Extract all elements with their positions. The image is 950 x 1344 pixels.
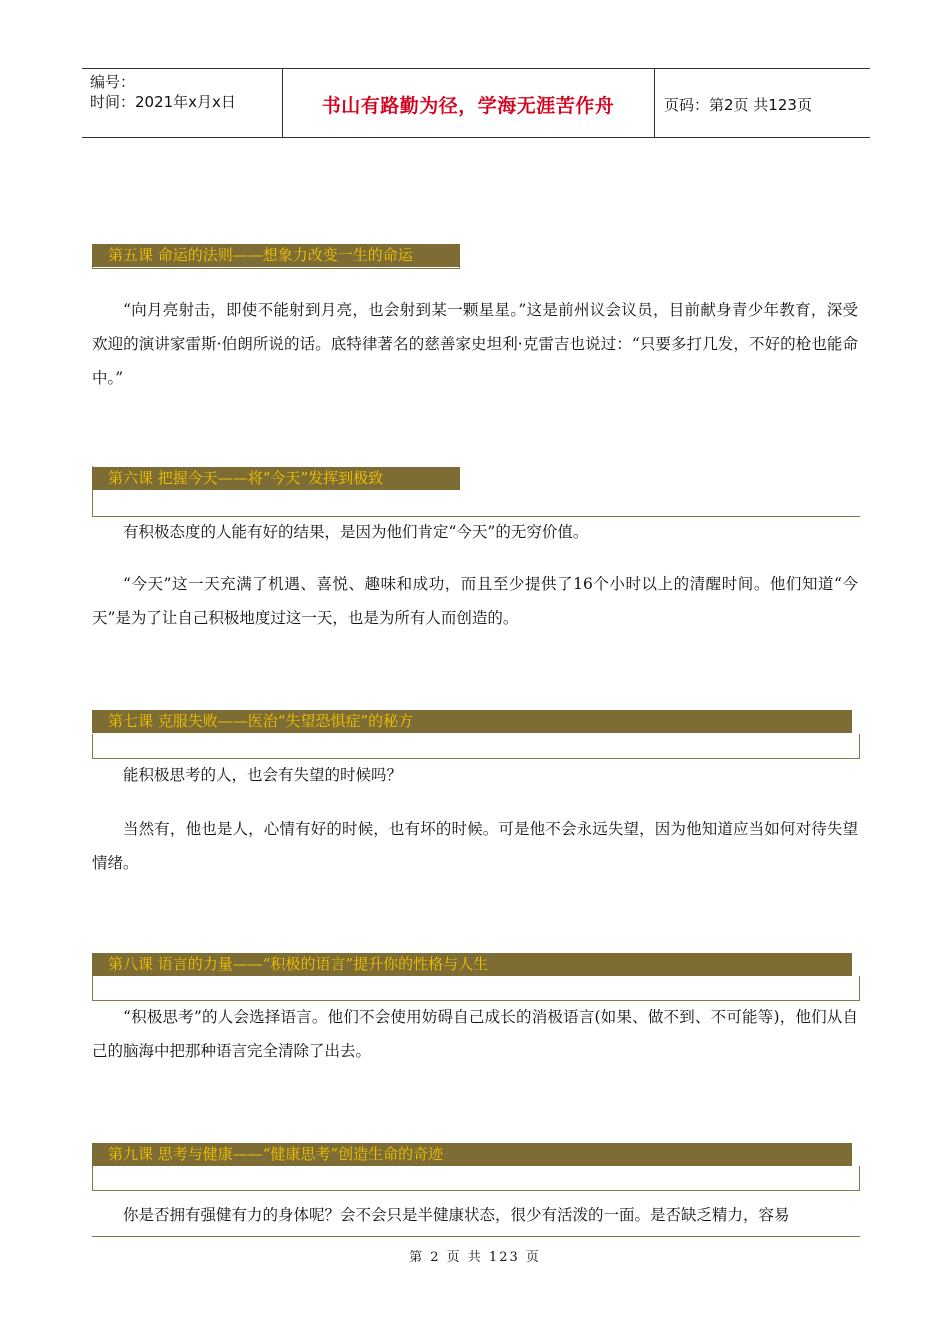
header-motto-cell	[282, 69, 655, 137]
motto-text: 书山有路勤为径，学海无涯苦作舟	[321, 95, 615, 117]
page-info: 页码：第2页 共123页	[664, 96, 812, 114]
frame-left-tick	[92, 734, 93, 758]
paragraph: “积极思考”的人会选择语言。他们不会使用妨碍自己成长的消极语言(如果、做不到、不可能等)，他们从自己的脑海中把那种语言完全清除了出去。	[92, 1008, 858, 1060]
page-header	[82, 68, 870, 138]
paragraph: “向月亮射击，即使不能射到月亮，也会射到某一颗星星。”这是前州议会议员，目前献身青少年教育，深受欢迎的演讲家雷斯·伯朗所说的话。底特律著名的慈善家史坦利·克雷吉也说过：“只要多打几发，不好的枪也能命中。”	[92, 301, 858, 387]
header-page-cell	[654, 69, 870, 137]
section-heading-lesson8: 第八课 语言的力量——“积极的语言”提升你的性格与人生	[92, 953, 852, 976]
paragraph: 有积极态度的人能有好的结果，是因为他们肯定“今天”的无穷价值。	[123, 523, 589, 541]
paragraph: 能积极思考的人，也会有失望的时候吗？	[123, 766, 403, 784]
date-label: 时间：2021年x月x日	[90, 93, 236, 111]
header-meta-cell	[82, 69, 283, 137]
paragraph: “今天”这一天充满了机遇、喜悦、趣味和成功，而且至少提供了16个小时以上的清醒时间。他们知道“今天”是为了让自己积极地度过这一天，也是为所有人而创造的。	[92, 575, 858, 627]
number-label: 编号：	[90, 73, 136, 91]
frame-right-tick	[859, 1166, 860, 1190]
frame-right-tick	[859, 976, 860, 1000]
frame-right-tick	[859, 734, 860, 758]
footer-page-number: 第 2 页 共 123 页	[409, 1250, 541, 1265]
frame-left-tick	[92, 976, 93, 1000]
section-heading-lesson7: 第七课 克服失败——医治“失望恐惧症”的秘方	[92, 710, 852, 733]
footer-rule	[92, 1236, 860, 1237]
paragraph: 当然有，他也是人，心情有好的时候，也有坏的时候。可是他不会永远失望，因为他知道应当如何对待失望情绪。	[92, 820, 858, 872]
paragraph: 你是否拥有强健有力的身体呢？会不会只是半健康状态，很少有活泼的一面。是否缺乏精力，容易	[123, 1206, 790, 1224]
section-heading-lesson9: 第九课 思考与健康——“健康思考”创造生命的奇迹	[92, 1143, 852, 1166]
section-heading-lesson5: 第五课 命运的法则——想象力改变一生的命运	[92, 244, 460, 267]
section-heading-lesson6: 第六课 把握今天——将“今天”发挥到极致	[92, 467, 460, 490]
frame-left-tick	[92, 1166, 93, 1190]
